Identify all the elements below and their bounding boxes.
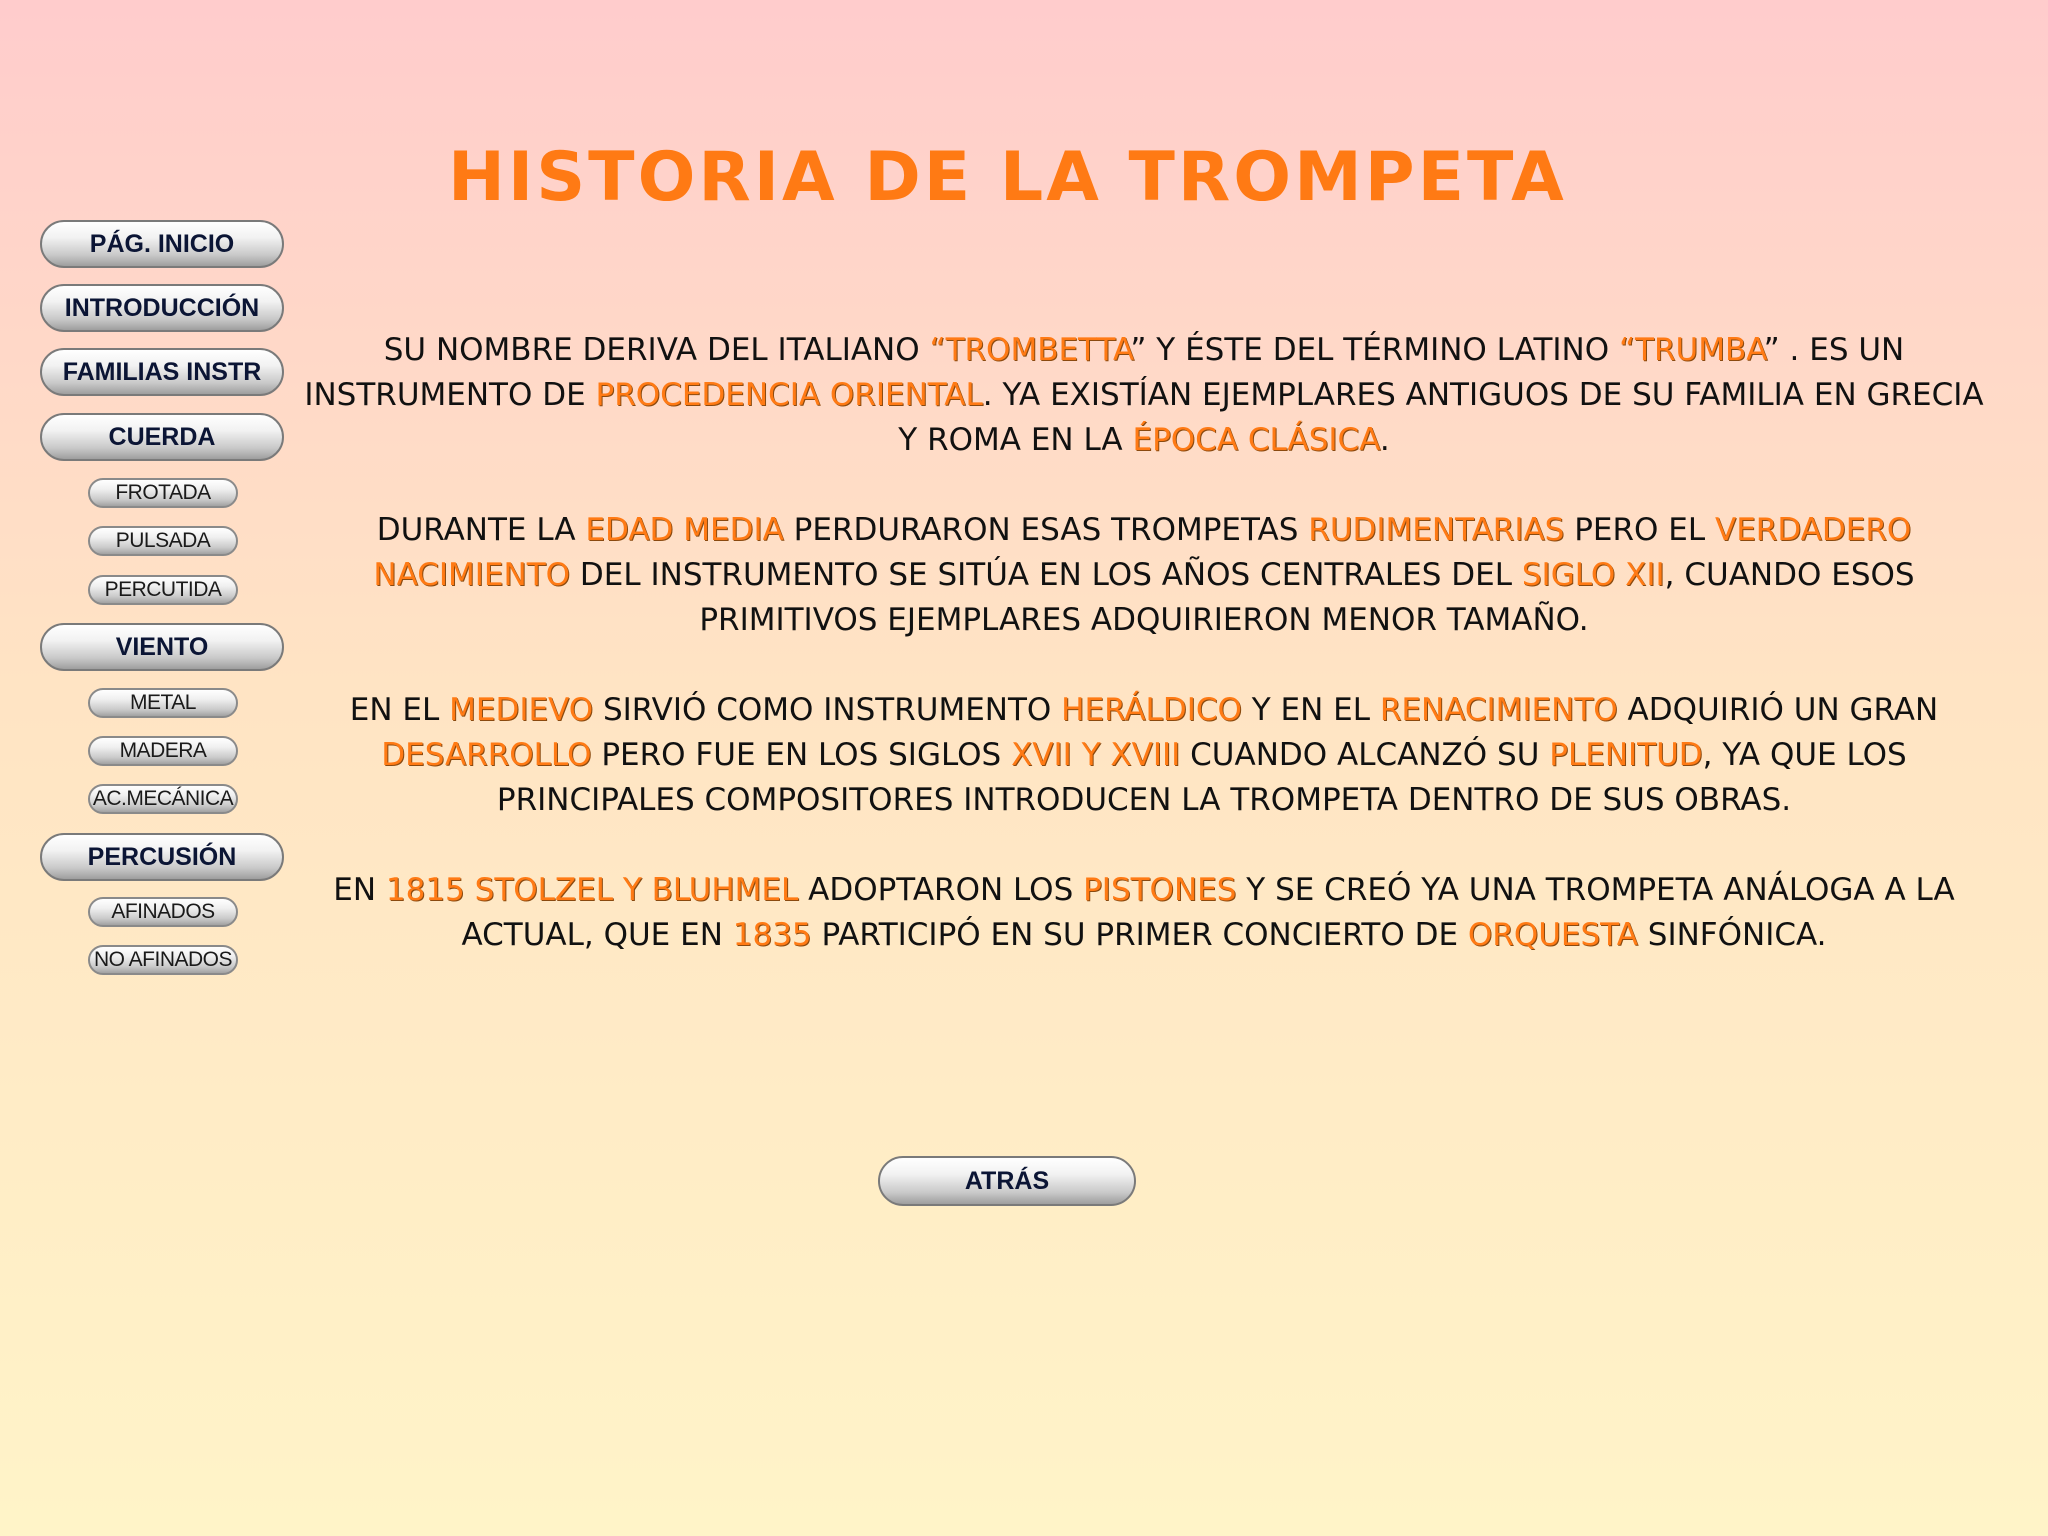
nav-introduccion-button[interactable]: INTRODUCCIÓN <box>40 284 284 332</box>
highlight-term: SIGLO XII <box>1521 557 1665 593</box>
highlight-term: 1835 <box>732 917 812 953</box>
history-text <box>300 328 1988 1003</box>
highlight-term: HERÁLDICO <box>1061 692 1242 728</box>
text-segment: ” Y ÉSTE DEL TÉRMINO LATINO <box>1130 332 1619 368</box>
nav-percutida-button[interactable]: PERCUTIDA <box>88 575 238 605</box>
text-segment: . YA EXISTÍAN EJEMPLARES ANTIGUOS DE SU FAMILIA EN GRECIA Y ROMA EN LA <box>898 377 1984 458</box>
text-segment: PARTICIPÓ EN SU PRIMER CONCIERTO DE <box>811 917 1468 953</box>
highlight-term: RUDIMENTARIAS <box>1308 512 1565 548</box>
text-segment: SIRVIÓ COMO INSTRUMENTO <box>593 692 1062 728</box>
text-segment: , CUANDO ESOS PRIMITIVOS EJEMPLARES ADQUIRIERON MENOR TAMAÑO. <box>699 557 1915 638</box>
nav-frotada-button[interactable]: FROTADA <box>88 478 238 508</box>
text-segment: ” . ES UN INSTRUMENTO DE <box>304 332 1905 413</box>
text-segment: . <box>1379 422 1390 458</box>
text-segment: EN <box>333 872 386 908</box>
text-segment: DEL INSTRUMENTO SE SITÚA EN LOS AÑOS CENTRALES DEL <box>570 557 1522 593</box>
paragraph-pistons <box>300 868 1988 958</box>
nav-viento-button[interactable]: VIENTO <box>40 623 284 671</box>
text-segment: SU NOMBRE DERIVA DEL ITALIANO <box>383 332 930 368</box>
paragraph-middle-ages <box>300 508 1988 643</box>
highlight-term: ÉPOCA CLÁSICA <box>1132 422 1380 458</box>
page-title: HISTORIA DE LA TROMPETA <box>448 138 1567 217</box>
paragraph-renaissance <box>300 688 1988 823</box>
text-segment: Y SE CREÓ YA UNA TROMPETA ANÁLOGA A LA ACTUAL, QUE EN <box>461 872 1955 953</box>
highlight-term: ORQUESTA <box>1467 917 1638 953</box>
nav-no-afinados-button[interactable]: NO AFINADOS <box>88 945 238 975</box>
text-segment: ADOPTARON LOS <box>798 872 1084 908</box>
nav-afinados-button[interactable]: AFINADOS <box>88 897 238 927</box>
highlight-term: RENACIMIENTO <box>1379 692 1618 728</box>
nav-familias-button[interactable]: FAMILIAS INSTR <box>40 348 284 396</box>
text-segment: PERO FUE EN LOS SIGLOS <box>591 737 1012 773</box>
nav-percusion-button[interactable]: PERCUSIÓN <box>40 833 284 881</box>
text-segment: ADQUIRIÓ UN GRAN <box>1617 692 1939 728</box>
text-segment: PERDURARON ESAS TROMPETAS <box>783 512 1309 548</box>
paragraph-origin <box>300 328 1988 463</box>
text-segment: SINFÓNICA. <box>1637 917 1827 953</box>
nav-pulsada-button[interactable]: PULSADA <box>88 526 238 556</box>
highlight-term: “TROMBETTA <box>929 332 1131 368</box>
text-segment: Y EN EL <box>1241 692 1380 728</box>
text-segment: CUANDO ALCANZÓ SU <box>1180 737 1550 773</box>
highlight-term: MEDIEVO <box>449 692 594 728</box>
sidebar-nav <box>0 0 300 1000</box>
highlight-term: 1815 STOLZEL Y BLUHMEL <box>385 872 799 908</box>
nav-cuerda-button[interactable]: CUERDA <box>40 413 284 461</box>
highlight-term: PROCEDENCIA ORIENTAL <box>595 377 983 413</box>
highlight-term: DESARROLLO <box>381 737 592 773</box>
highlight-term: PLENITUD <box>1549 737 1703 773</box>
text-segment: DURANTE LA <box>376 512 586 548</box>
highlight-term: PISTONES <box>1083 872 1237 908</box>
highlight-term: EDAD MEDIA <box>585 512 784 548</box>
highlight-term: “TRUMBA <box>1619 332 1764 368</box>
text-segment: PERO EL <box>1564 512 1715 548</box>
highlight-term: XVII Y XVIII <box>1011 737 1181 773</box>
nav-inicio-button[interactable]: PÁG. INICIO <box>40 220 284 268</box>
text-segment: EN EL <box>349 692 450 728</box>
text-segment: , YA QUE LOS PRINCIPALES COMPOSITORES INTRODUCEN LA TROMPETA DENTRO DE SUS OBRAS. <box>496 737 1907 818</box>
back-button[interactable]: ATRÁS <box>878 1156 1136 1206</box>
nav-madera-button[interactable]: MADERA <box>88 736 238 766</box>
nav-mecanica-button[interactable]: AC.MECÁNICA <box>88 784 238 814</box>
highlight-term: VERDADERO NACIMIENTO <box>373 512 1912 593</box>
nav-metal-button[interactable]: METAL <box>88 688 238 718</box>
